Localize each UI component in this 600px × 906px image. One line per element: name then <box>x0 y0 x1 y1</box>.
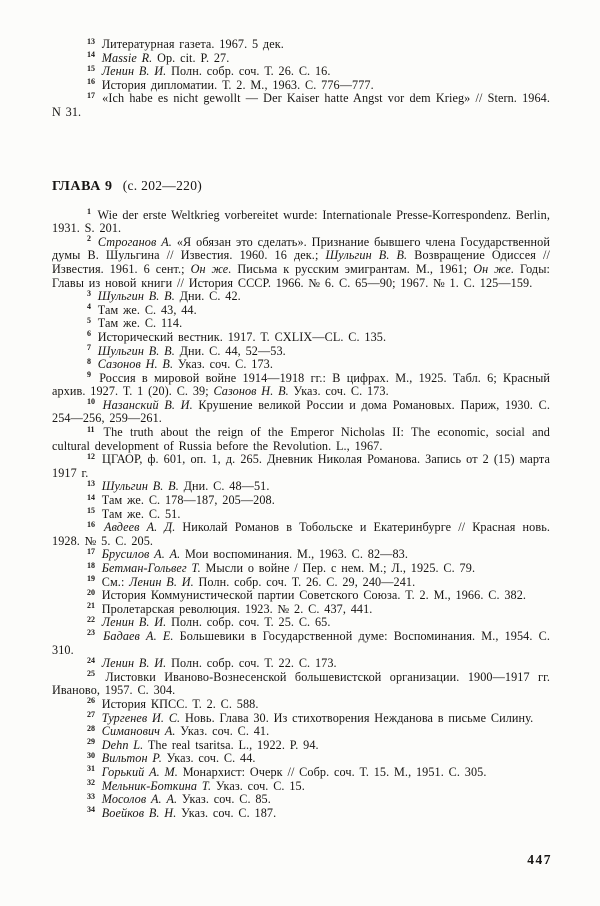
note-entry <box>52 576 550 590</box>
note-entry <box>52 92 550 119</box>
note-number: 17 <box>87 546 95 556</box>
author-name: Бетман-Гольвег Т. <box>101 561 201 575</box>
note-entry <box>52 38 550 52</box>
note-number: 12 <box>87 451 95 461</box>
note-text: Указ. соч. С. 44. <box>161 751 256 766</box>
note-text: История КПСС. Т. 2. С. 588. <box>101 696 259 711</box>
author-name: Воейков В. Н. <box>101 805 177 820</box>
note-number: 19 <box>87 574 95 584</box>
note-text: История Коммунистической партии Советского Союза. Т. 2. М., 1966. С. 382. <box>101 588 527 603</box>
note-text: Мои воспоминания. М., 1963. С. 82—83. <box>180 547 409 562</box>
note-number: 18 <box>87 560 95 570</box>
note-text: Указ. соч. С. 15. <box>211 778 305 793</box>
note-text: Op. cit. P. 27. <box>152 50 230 65</box>
note-entry <box>52 725 550 739</box>
note-entry <box>52 562 550 576</box>
note-entry <box>52 712 550 726</box>
chapter-heading <box>52 178 550 195</box>
note-text: Мысли о войне / Пер. с нем. М.; Л., 1925. С. 79. <box>200 561 476 575</box>
note-number: 21 <box>87 601 95 611</box>
note-number: 20 <box>87 587 95 597</box>
note-number: 15 <box>87 63 95 73</box>
note-entry <box>52 65 550 79</box>
note-text: Годы: Главы из новой книги // История СССР. 1966. № 6. С. 65—90; 1967. № 1. С. 125—159. <box>52 261 551 290</box>
note-number: 7 <box>87 343 91 352</box>
note-number: 11 <box>87 424 95 434</box>
note-entry <box>52 372 550 399</box>
note-entry <box>52 426 550 453</box>
author-name: Шульгин В. В. <box>97 343 175 358</box>
author-name: Massie R. <box>101 50 153 65</box>
author-name: Шульгин В. В. <box>101 479 179 494</box>
note-text: Исторический вестник. 1917. Т. CXLIX—CL. С. 135. <box>97 329 387 344</box>
note-entry <box>52 480 550 494</box>
note-entry <box>52 236 550 290</box>
note-text: Там же. С. 178—187, 205—208. <box>101 493 275 508</box>
author-name: Ленин В. И. <box>101 64 167 79</box>
author-name: Назанский В. И. <box>102 397 193 412</box>
note-entry <box>52 358 550 372</box>
note-entry <box>52 399 550 426</box>
note-text: «Ich habe es nicht gewollt — Der Kaiser hatte Angst vor dem Krieg» // Stern. 1964. N 31. <box>52 91 551 119</box>
note-number: 22 <box>87 614 95 624</box>
note-number: 27 <box>87 710 95 720</box>
author-name: Шульгин В. В. <box>325 248 408 263</box>
author-name: Шульгин В. В. <box>97 289 175 304</box>
note-entry <box>52 752 550 766</box>
note-number: 34 <box>87 805 95 815</box>
author-name: Брусилов А. А. <box>101 547 181 562</box>
note-entry <box>52 548 550 562</box>
note-text: The real tsaritsa. L., 1922. P. 94. <box>143 737 319 752</box>
author-name: Авдеев А. Д. <box>104 520 176 535</box>
note-number: 1 <box>87 207 91 217</box>
note-number: 24 <box>87 655 95 665</box>
note-entry <box>52 807 550 821</box>
note-text: Возвращение Одиссея // Известия. 1961. 6 сент.; <box>52 248 550 276</box>
note-text: История дипломатии. Т. 2. М., 1963. С. 776—777. <box>101 77 374 92</box>
note-text: Николай Романов в Тобольске и Екатеринбурге // Красная новь. 1928. № 5. С. 205. <box>52 520 550 548</box>
chapter-9-notes <box>52 209 550 821</box>
note-text: Дни. С. 48—51. <box>178 479 270 494</box>
note-number: 5 <box>87 315 91 325</box>
note-text: Указ. соч. С. 173. <box>173 357 274 372</box>
note-number: 29 <box>87 737 95 747</box>
note-number: 31 <box>87 764 95 774</box>
previous-chapter-notes <box>52 38 550 120</box>
note-text: Листовки Иваново-Вознесенской большевистской организации. 1900—1917 гг. Иваново, 1957. С. 304. <box>52 669 551 698</box>
note-text: Монархист: Очерк // Собр. соч. Т. 15. М., 1951. С. 305. <box>177 764 487 779</box>
author-name: Горький А. М. <box>101 764 178 779</box>
note-text: Полн. собр. соч. Т. 26. С. 29, 240—241. <box>193 574 416 589</box>
note-number: 8 <box>87 356 91 366</box>
note-entry <box>52 698 550 712</box>
note-entry <box>52 209 550 236</box>
author-name: Dehn L. <box>101 737 144 752</box>
note-number: 13 <box>87 36 95 46</box>
note-text: Полн. собр. соч. Т. 26. С. 16. <box>166 64 331 79</box>
note-number: 16 <box>87 77 95 87</box>
note-text: Указ. соч. С. 173. <box>288 384 389 399</box>
note-text: Письма к русским эмигрантам. М., 1961; <box>231 261 474 276</box>
author-name: Тургенев И. С. <box>101 710 181 725</box>
note-text: Указ. соч. С. 85. <box>177 792 271 807</box>
note-text: Дни. С. 42. <box>174 289 241 304</box>
text-block <box>52 38 550 820</box>
note-number: 14 <box>87 492 95 502</box>
note-number: 9 <box>87 370 91 380</box>
note-entry <box>52 317 550 331</box>
note-text: Большевики в Государственной думе: Воспоминания. М., 1954. С. 310. <box>52 628 550 657</box>
note-entry <box>52 766 550 780</box>
chapter-page-range: (с. 202—220) <box>122 177 203 193</box>
author-name: Ленин В. И. <box>101 656 167 671</box>
note-number: 2 <box>87 234 91 244</box>
note-entry <box>52 331 550 345</box>
note-text: Там же. С. 43, 44. <box>97 302 197 317</box>
note-entry <box>52 453 550 480</box>
note-text: Там же. С. 114. <box>97 316 183 331</box>
note-entry <box>52 494 550 508</box>
note-text: Пролетарская революция. 1923. № 2. С. 437, 441. <box>101 601 373 616</box>
note-entry <box>52 780 550 794</box>
note-number: 4 <box>87 302 91 312</box>
note-text: Wie der erste Weltkrieg vorbereitet wurde: Internationale Presse-Korrespondenz. Berlin, 1931. S. 201. <box>52 207 550 236</box>
note-number: 32 <box>87 778 95 787</box>
author-name: Он же. <box>473 261 515 276</box>
note-text: Дни. С. 44, 52—53. <box>174 343 286 358</box>
note-entry <box>52 508 550 522</box>
note-entry <box>52 739 550 753</box>
note-entry <box>52 657 550 671</box>
note-entry <box>52 52 550 66</box>
author-name: Бадаев А. Е. <box>103 628 174 643</box>
note-number: 16 <box>87 519 95 529</box>
note-text: Там же. С. 51. <box>101 506 181 521</box>
chapter-title: ГЛАВА 9 <box>52 178 113 194</box>
author-name: Он же. <box>190 261 232 276</box>
note-number: 30 <box>87 750 95 760</box>
note-text: Россия в мировой войне 1914—1918 гг.: В цифрах. М., 1925. Табл. 6; Красный архив. 1927. Т. 1 (20). С. 39; <box>52 370 550 399</box>
author-name: Ленин В. И. <box>101 615 167 630</box>
note-number: 15 <box>87 506 95 516</box>
note-text: ЦГАОР, ф. 601, оп. 1, д. 265. Дневник Николая Романова. Запись от 2 (15) марта 1917 г. <box>52 452 550 480</box>
note-number: 28 <box>87 723 95 733</box>
author-name: Строганов А. <box>97 234 172 249</box>
note-text: Новь. Глава 30. Из стихотворения Нежданова в письме Силину. <box>180 710 534 725</box>
note-text: См.: <box>101 574 130 589</box>
note-text: Указ. соч. С. 41. <box>175 724 270 739</box>
note-number: 3 <box>87 288 91 298</box>
note-number: 26 <box>87 696 95 706</box>
note-text: Крушение великой России и дома Романовых. Париж, 1930. С. 254—256, 259—261. <box>52 397 550 426</box>
note-text: Полн. собр. соч. Т. 22. С. 173. <box>166 656 337 671</box>
author-name: Сазонов Н. В. <box>97 357 174 372</box>
note-entry <box>52 589 550 603</box>
note-number: 23 <box>87 628 95 638</box>
note-entry <box>52 603 550 617</box>
note-text: Полн. собр. соч. Т. 25. С. 65. <box>166 615 331 630</box>
note-number: 13 <box>87 478 95 488</box>
note-entry <box>52 521 550 548</box>
page-number: 447 <box>527 852 552 867</box>
note-number: 6 <box>87 329 91 339</box>
author-name: Симанович А. <box>101 724 176 739</box>
note-text: The truth about the reign of the Emperor Nicholas II: The economic, social and cultural development of Russia before the Revolution. L., 1967. <box>52 425 550 453</box>
note-number: 33 <box>87 791 95 801</box>
note-entry <box>52 793 550 807</box>
note-number: 14 <box>87 50 95 60</box>
note-text: «Я обязан это сделать». Признание бывшего члена Государственной думы В. Шульгина // Известия. 1960. 16 дек.; <box>52 234 550 263</box>
note-number: 17 <box>87 90 95 100</box>
note-entry <box>52 304 550 318</box>
note-text: Указ. соч. С. 187. <box>176 805 277 820</box>
note-entry <box>52 345 550 359</box>
note-entry <box>52 290 550 304</box>
note-entry <box>52 630 550 657</box>
note-number: 10 <box>87 397 95 407</box>
note-number: 25 <box>87 669 95 679</box>
note-entry <box>52 79 550 93</box>
author-name: Сазонов Н. В. <box>213 384 289 399</box>
note-entry <box>52 671 550 698</box>
author-name: Мосолов А. А. <box>101 792 178 807</box>
note-text: Литературная газета. 1967. 5 дек. <box>101 37 284 51</box>
author-name: Мельник-Боткина Т. <box>101 778 212 793</box>
author-name: Ленин В. И. <box>129 574 194 589</box>
author-name: Вильтон Р. <box>101 751 162 766</box>
note-entry <box>52 616 550 630</box>
